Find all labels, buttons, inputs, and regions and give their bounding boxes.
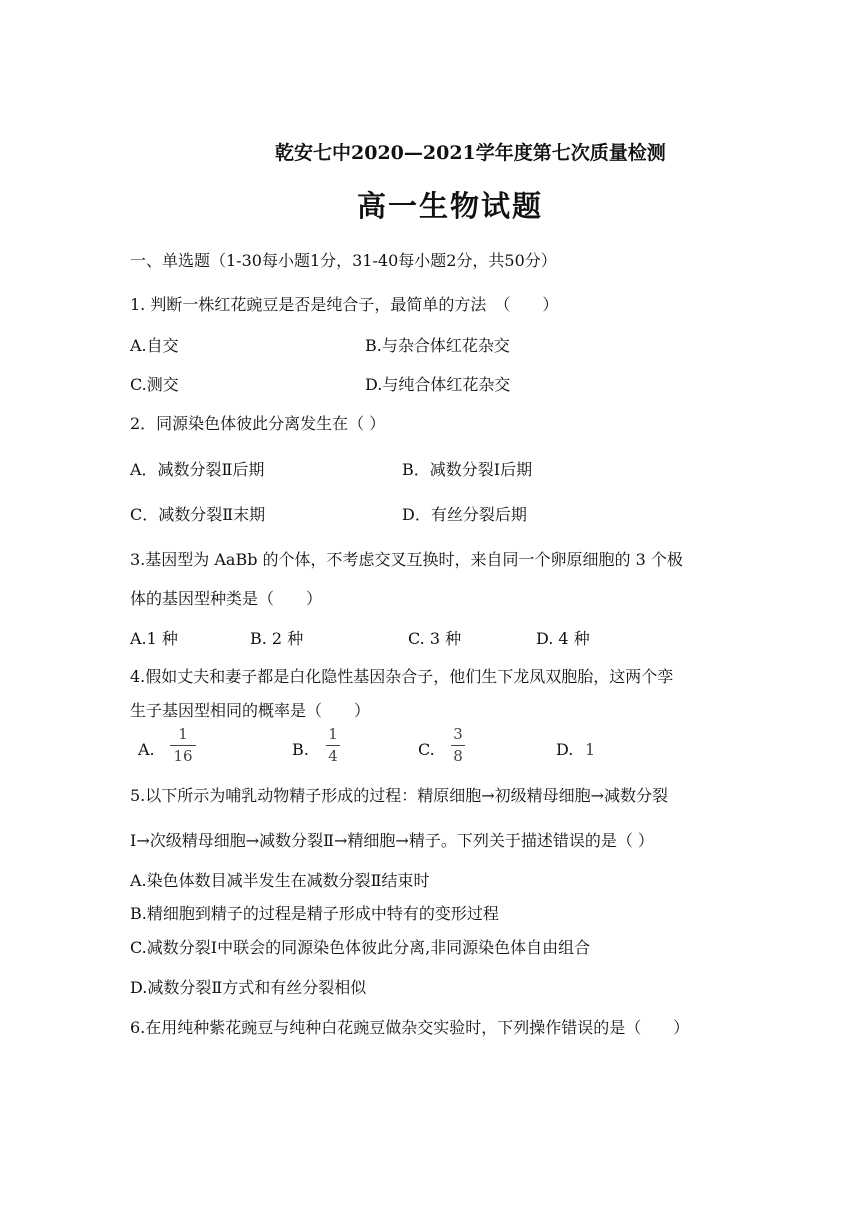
- numerator: 1: [178, 725, 188, 743]
- question-stem: 1. 判断一株红花豌豆是否是纯合子，最简单的方法 （ ）: [130, 295, 559, 314]
- option-a: A．减数分裂Ⅱ后期: [130, 460, 265, 479]
- numerator: 3: [453, 725, 463, 743]
- option-a: A.染色体数目减半发生在减数分裂Ⅱ结束时: [130, 871, 430, 890]
- exam-title: 高一生物试题: [356, 189, 543, 223]
- fraction-bar: [326, 745, 340, 746]
- option-b-fraction: [326, 726, 340, 765]
- option-c-fraction: [451, 726, 465, 765]
- denominator: 8: [453, 747, 463, 765]
- denominator: 4: [328, 747, 338, 765]
- option-c: C．减数分裂Ⅱ末期: [130, 505, 266, 524]
- option-d: D. 4 种: [536, 629, 590, 648]
- question-stem-line-1: 3.基因型为 AaBb 的个体，不考虑交叉互换时，来自同一个卵原细胞的 3 个极: [130, 550, 683, 569]
- option-d: D．有丝分裂后期: [402, 505, 527, 524]
- question-stem-line-2: 体的基因型种类是（ ）: [130, 589, 323, 608]
- option-b: B. 2 种: [250, 629, 304, 648]
- denominator: 16: [173, 747, 193, 765]
- question-stem-line-2: Ⅰ→次级精母细胞→减数分裂Ⅱ→精细胞→精子。下列关于描述错误的是（ ）: [130, 831, 654, 850]
- option-d: D.与纯合体红花杂交: [365, 375, 511, 394]
- question-stem: 2．同源染色体彼此分离发生在（ ）: [130, 414, 386, 433]
- section-heading: 一、单选题（1-30每小题1分，31-40每小题2分，共50分）: [130, 251, 557, 270]
- option-b: B.精细胞到精子的过程是精子形成中特有的变形过程: [130, 904, 499, 923]
- option-a-fraction: [170, 726, 196, 765]
- option-d-value: 1: [585, 740, 596, 759]
- question-stem-line-1: 4.假如丈夫和妻子都是白化隐性基因杂合子，他们生下龙凤双胞胎，这两个孪: [130, 667, 674, 686]
- option-d: D.减数分裂Ⅱ方式和有丝分裂相似: [130, 978, 367, 997]
- option-d-label: D.: [556, 740, 574, 759]
- option-b: B．减数分裂Ⅰ后期: [402, 460, 533, 479]
- fraction-bar: [451, 745, 465, 746]
- fraction-bar: [170, 745, 196, 746]
- option-a-label: A.: [138, 740, 155, 759]
- option-b-label: B.: [292, 740, 309, 759]
- option-c: C. 3 种: [408, 629, 462, 648]
- option-c-label: C.: [418, 740, 435, 759]
- option-a: A.1 种: [130, 629, 178, 648]
- exam-subtitle: 乾安七中2020—2021学年度第七次质量检测: [275, 142, 666, 164]
- question-stem-line-1: 5.以下所示为哺乳动物精子形成的过程：精原细胞→初级精母细胞→减数分裂: [130, 786, 669, 805]
- question-stem-line-2: 生子基因型相同的概率是（ ）: [130, 701, 371, 720]
- option-b: B.与杂合体红花杂交: [365, 336, 510, 355]
- question-stem: 6.在用纯种紫花豌豆与纯种白花豌豆做杂交实验时，下列操作错误的是（ ）: [130, 1018, 690, 1037]
- option-a: A.自交: [130, 336, 179, 355]
- option-c: C.测交: [130, 375, 179, 394]
- numerator: 1: [328, 725, 338, 743]
- option-c: C.减数分裂Ⅰ中联会的同源染色体彼此分离,非同源染色体自由组合: [130, 938, 591, 957]
